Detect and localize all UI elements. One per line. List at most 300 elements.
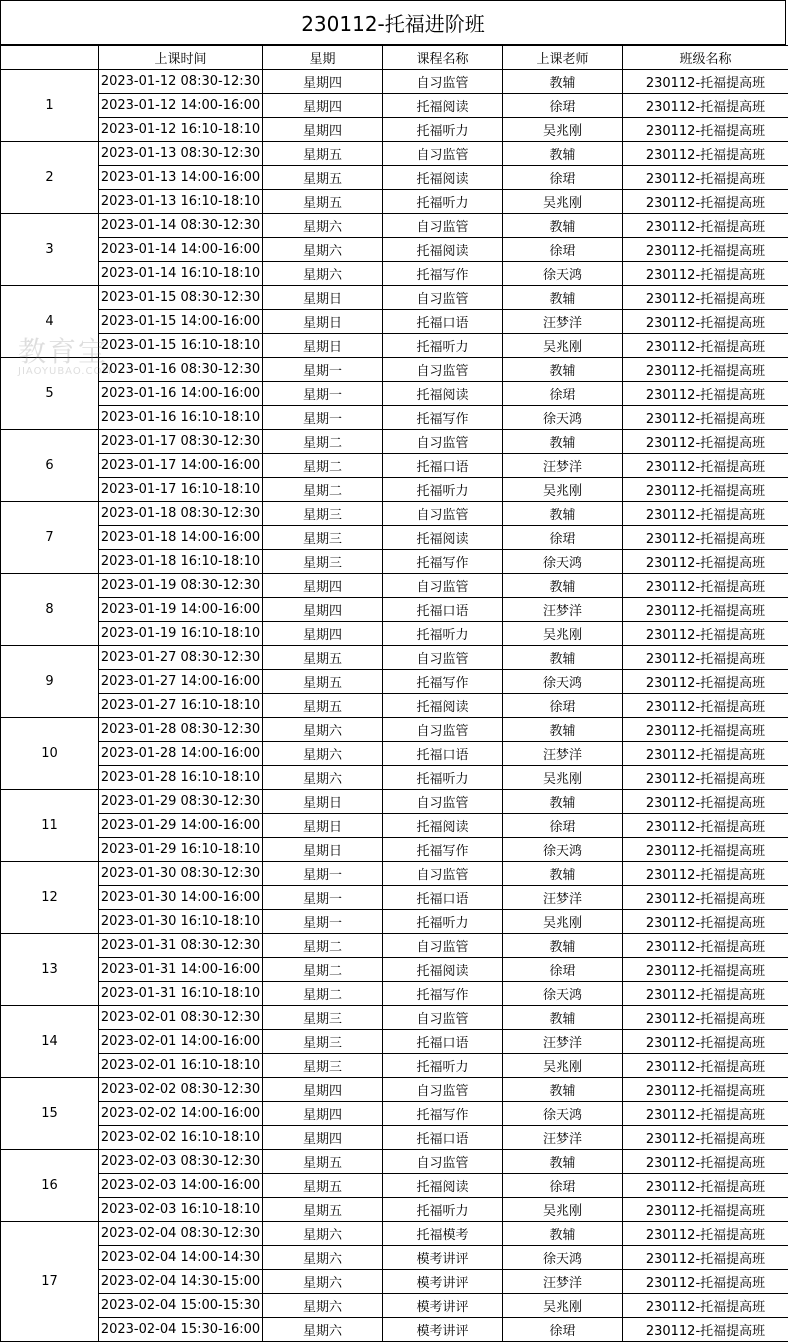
cell-time: 2023-01-14 14:00-16:00 (99, 238, 263, 262)
table-row (1, 1030, 788, 1054)
cell-teacher: 徐天鸿 (503, 670, 623, 694)
cell-class: 230112-托福提高班 (623, 1198, 788, 1222)
cell-class: 230112-托福提高班 (623, 958, 788, 982)
cell-class: 230112-托福提高班 (623, 310, 788, 334)
cell-teacher: 徐珺 (503, 94, 623, 118)
cell-class: 230112-托福提高班 (623, 838, 788, 862)
cell-class: 230112-托福提高班 (623, 358, 788, 382)
cell-course: 托福听力 (383, 1054, 503, 1078)
watermark-logo: 教育宝 (18, 335, 109, 368)
cell-course: 托福听力 (383, 334, 503, 358)
cell-weekday: 星期六 (263, 766, 383, 790)
cell-weekday: 星期四 (263, 1126, 383, 1150)
table-row (1, 430, 788, 454)
cell-weekday: 星期五 (263, 670, 383, 694)
cell-teacher: 徐天鸿 (503, 550, 623, 574)
cell-weekday: 星期六 (263, 1222, 383, 1246)
cell-course: 托福听力 (383, 190, 503, 214)
cell-course: 自习监管 (383, 502, 503, 526)
table-row (1, 454, 788, 478)
cell-time: 2023-02-02 16:10-18:10 (99, 1126, 263, 1150)
cell-course: 自习监管 (383, 214, 503, 238)
cell-course: 托福听力 (383, 910, 503, 934)
table-row (1, 550, 788, 574)
cell-class: 230112-托福提高班 (623, 94, 788, 118)
cell-teacher: 徐珺 (503, 1318, 623, 1342)
table-row (1, 598, 788, 622)
cell-class: 230112-托福提高班 (623, 334, 788, 358)
cell-weekday: 星期二 (263, 982, 383, 1006)
cell-weekday: 星期二 (263, 934, 383, 958)
cell-course: 模考讲评 (383, 1246, 503, 1270)
cell-teacher: 吴兆刚 (503, 1294, 623, 1318)
cell-course: 托福口语 (383, 310, 503, 334)
cell-weekday: 星期五 (263, 1150, 383, 1174)
cell-time: 2023-02-04 14:00-14:30 (99, 1246, 263, 1270)
cell-weekday: 星期三 (263, 1006, 383, 1030)
cell-teacher: 徐天鸿 (503, 1246, 623, 1270)
cell-course: 托福阅读 (383, 238, 503, 262)
cell-course: 托福阅读 (383, 94, 503, 118)
table-row (1, 838, 788, 862)
table-row (1, 1222, 788, 1246)
cell-teacher: 汪梦洋 (503, 742, 623, 766)
cell-teacher: 教辅 (503, 934, 623, 958)
cell-teacher: 汪梦洋 (503, 1030, 623, 1054)
cell-course: 自习监管 (383, 430, 503, 454)
session-number: 17 (1, 1222, 99, 1342)
cell-class: 230112-托福提高班 (623, 742, 788, 766)
table-row (1, 766, 788, 790)
cell-weekday: 星期日 (263, 310, 383, 334)
cell-class: 230112-托福提高班 (623, 982, 788, 1006)
table-row (1, 574, 788, 598)
cell-time: 2023-01-13 08:30-12:30 (99, 142, 263, 166)
cell-course: 托福听力 (383, 478, 503, 502)
table-row (1, 358, 788, 382)
cell-class: 230112-托福提高班 (623, 1222, 788, 1246)
cell-weekday: 星期一 (263, 382, 383, 406)
cell-course: 托福阅读 (383, 694, 503, 718)
cell-class: 230112-托福提高班 (623, 1054, 788, 1078)
session-number: 15 (1, 1078, 99, 1150)
cell-course: 自习监管 (383, 862, 503, 886)
cell-course: 自习监管 (383, 142, 503, 166)
cell-teacher: 吴兆刚 (503, 118, 623, 142)
cell-time: 2023-02-03 14:00-16:00 (99, 1174, 263, 1198)
cell-time: 2023-01-12 14:00-16:00 (99, 94, 263, 118)
table-row (1, 718, 788, 742)
cell-class: 230112-托福提高班 (623, 1270, 788, 1294)
cell-weekday: 星期六 (263, 1270, 383, 1294)
cell-time: 2023-01-19 14:00-16:00 (99, 598, 263, 622)
cell-weekday: 星期三 (263, 502, 383, 526)
cell-teacher: 汪梦洋 (503, 886, 623, 910)
cell-teacher: 教辅 (503, 718, 623, 742)
cell-class: 230112-托福提高班 (623, 550, 788, 574)
session-number: 1 (1, 70, 99, 142)
cell-time: 2023-01-28 16:10-18:10 (99, 766, 263, 790)
cell-course: 托福阅读 (383, 526, 503, 550)
session-number: 10 (1, 718, 99, 790)
cell-teacher: 教辅 (503, 70, 623, 94)
cell-weekday: 星期一 (263, 358, 383, 382)
table-row (1, 742, 788, 766)
cell-teacher: 教辅 (503, 286, 623, 310)
table-row (1, 982, 788, 1006)
table-row (1, 1246, 788, 1270)
table-row (1, 814, 788, 838)
cell-course: 托福听力 (383, 1198, 503, 1222)
cell-class: 230112-托福提高班 (623, 934, 788, 958)
cell-teacher: 教辅 (503, 142, 623, 166)
header-teacher: 上课老师 (503, 46, 623, 70)
cell-teacher: 教辅 (503, 502, 623, 526)
cell-teacher: 徐珺 (503, 958, 623, 982)
cell-teacher: 徐天鸿 (503, 406, 623, 430)
cell-teacher: 吴兆刚 (503, 910, 623, 934)
cell-class: 230112-托福提高班 (623, 454, 788, 478)
cell-weekday: 星期三 (263, 1030, 383, 1054)
cell-course: 托福口语 (383, 1030, 503, 1054)
cell-course: 托福写作 (383, 838, 503, 862)
cell-weekday: 星期三 (263, 526, 383, 550)
cell-course: 自习监管 (383, 286, 503, 310)
cell-teacher: 教辅 (503, 862, 623, 886)
table-row (1, 958, 788, 982)
cell-time: 2023-01-31 16:10-18:10 (99, 982, 263, 1006)
session-number: 12 (1, 862, 99, 934)
cell-weekday: 星期四 (263, 118, 383, 142)
session-number: 11 (1, 790, 99, 862)
table-row (1, 1270, 788, 1294)
cell-teacher: 教辅 (503, 1150, 623, 1174)
cell-course: 模考讲评 (383, 1270, 503, 1294)
cell-course: 托福口语 (383, 598, 503, 622)
session-number: 14 (1, 1006, 99, 1078)
cell-teacher: 教辅 (503, 790, 623, 814)
cell-time: 2023-01-16 16:10-18:10 (99, 406, 263, 430)
table-row (1, 118, 788, 142)
table-row (1, 406, 788, 430)
cell-class: 230112-托福提高班 (623, 1318, 788, 1342)
header-row (1, 46, 788, 70)
cell-class: 230112-托福提高班 (623, 238, 788, 262)
cell-teacher: 徐天鸿 (503, 1102, 623, 1126)
cell-weekday: 星期二 (263, 958, 383, 982)
cell-weekday: 星期二 (263, 454, 383, 478)
table-row (1, 238, 788, 262)
cell-course: 自习监管 (383, 1150, 503, 1174)
table-row (1, 1198, 788, 1222)
cell-course: 托福写作 (383, 550, 503, 574)
table-row (1, 622, 788, 646)
cell-course: 自习监管 (383, 718, 503, 742)
cell-time: 2023-02-02 08:30-12:30 (99, 1078, 263, 1102)
cell-class: 230112-托福提高班 (623, 790, 788, 814)
cell-class: 230112-托福提高班 (623, 70, 788, 94)
cell-class: 230112-托福提高班 (623, 862, 788, 886)
table-row (1, 934, 788, 958)
cell-weekday: 星期二 (263, 478, 383, 502)
cell-class: 230112-托福提高班 (623, 118, 788, 142)
cell-time: 2023-02-03 08:30-12:30 (99, 1150, 263, 1174)
cell-course: 托福写作 (383, 982, 503, 1006)
table-row (1, 190, 788, 214)
session-number: 4 (1, 286, 99, 358)
cell-teacher: 徐珺 (503, 814, 623, 838)
table-row (1, 1318, 788, 1342)
cell-class: 230112-托福提高班 (623, 142, 788, 166)
table-row (1, 886, 788, 910)
table-row (1, 910, 788, 934)
table-row (1, 1174, 788, 1198)
cell-teacher: 教辅 (503, 214, 623, 238)
cell-time: 2023-01-28 14:00-16:00 (99, 742, 263, 766)
table-row (1, 382, 788, 406)
cell-teacher: 吴兆刚 (503, 1198, 623, 1222)
cell-time: 2023-01-30 14:00-16:00 (99, 886, 263, 910)
cell-time: 2023-02-01 14:00-16:00 (99, 1030, 263, 1054)
cell-time: 2023-01-27 16:10-18:10 (99, 694, 263, 718)
table-row (1, 1054, 788, 1078)
cell-time: 2023-01-17 08:30-12:30 (99, 430, 263, 454)
cell-teacher: 徐珺 (503, 694, 623, 718)
cell-class: 230112-托福提高班 (623, 814, 788, 838)
cell-weekday: 星期五 (263, 1198, 383, 1222)
table-row (1, 526, 788, 550)
cell-time: 2023-01-17 14:00-16:00 (99, 454, 263, 478)
cell-class: 230112-托福提高班 (623, 1126, 788, 1150)
cell-weekday: 星期日 (263, 814, 383, 838)
cell-class: 230112-托福提高班 (623, 382, 788, 406)
cell-class: 230112-托福提高班 (623, 502, 788, 526)
cell-course: 模考讲评 (383, 1318, 503, 1342)
cell-course: 自习监管 (383, 1006, 503, 1030)
cell-class: 230112-托福提高班 (623, 478, 788, 502)
session-number: 3 (1, 214, 99, 286)
cell-teacher: 吴兆刚 (503, 622, 623, 646)
cell-time: 2023-01-27 14:00-16:00 (99, 670, 263, 694)
session-number: 8 (1, 574, 99, 646)
table-row (1, 214, 788, 238)
cell-class: 230112-托福提高班 (623, 190, 788, 214)
session-number: 5 (1, 358, 99, 430)
cell-course: 托福写作 (383, 406, 503, 430)
cell-weekday: 星期一 (263, 886, 383, 910)
cell-teacher: 教辅 (503, 574, 623, 598)
cell-class: 230112-托福提高班 (623, 646, 788, 670)
cell-time: 2023-01-29 08:30-12:30 (99, 790, 263, 814)
cell-weekday: 星期六 (263, 1294, 383, 1318)
cell-teacher: 吴兆刚 (503, 190, 623, 214)
cell-course: 托福口语 (383, 742, 503, 766)
cell-teacher: 汪梦洋 (503, 1270, 623, 1294)
cell-weekday: 星期四 (263, 1078, 383, 1102)
cell-class: 230112-托福提高班 (623, 670, 788, 694)
cell-time: 2023-01-30 08:30-12:30 (99, 862, 263, 886)
header-weekday: 星期 (263, 46, 383, 70)
cell-time: 2023-01-19 08:30-12:30 (99, 574, 263, 598)
table-row (1, 502, 788, 526)
cell-course: 托福阅读 (383, 814, 503, 838)
cell-weekday: 星期四 (263, 94, 383, 118)
cell-course: 托福写作 (383, 670, 503, 694)
cell-course: 托福听力 (383, 118, 503, 142)
cell-time: 2023-01-30 16:10-18:10 (99, 910, 263, 934)
cell-time: 2023-01-14 08:30-12:30 (99, 214, 263, 238)
cell-class: 230112-托福提高班 (623, 1246, 788, 1270)
cell-class: 230112-托福提高班 (623, 166, 788, 190)
cell-course: 自习监管 (383, 646, 503, 670)
cell-teacher: 汪梦洋 (503, 598, 623, 622)
cell-time: 2023-02-04 14:30-15:00 (99, 1270, 263, 1294)
cell-weekday: 星期三 (263, 550, 383, 574)
cell-teacher: 教辅 (503, 1006, 623, 1030)
cell-weekday: 星期日 (263, 334, 383, 358)
cell-teacher: 吴兆刚 (503, 334, 623, 358)
cell-time: 2023-01-27 08:30-12:30 (99, 646, 263, 670)
cell-teacher: 徐珺 (503, 382, 623, 406)
cell-teacher: 汪梦洋 (503, 310, 623, 334)
cell-weekday: 星期四 (263, 622, 383, 646)
table-row (1, 334, 788, 358)
cell-course: 自习监管 (383, 70, 503, 94)
cell-class: 230112-托福提高班 (623, 526, 788, 550)
cell-time: 2023-01-28 08:30-12:30 (99, 718, 263, 742)
cell-weekday: 星期六 (263, 718, 383, 742)
cell-class: 230112-托福提高班 (623, 214, 788, 238)
cell-weekday: 星期四 (263, 574, 383, 598)
cell-course: 自习监管 (383, 358, 503, 382)
cell-time: 2023-02-01 16:10-18:10 (99, 1054, 263, 1078)
cell-time: 2023-01-12 08:30-12:30 (99, 70, 263, 94)
cell-weekday: 星期五 (263, 646, 383, 670)
cell-course: 模考讲评 (383, 1294, 503, 1318)
header-time: 上课时间 (99, 46, 263, 70)
schedule-table (0, 45, 788, 1342)
cell-class: 230112-托福提高班 (623, 766, 788, 790)
cell-teacher: 徐珺 (503, 1174, 623, 1198)
cell-time: 2023-02-04 15:00-15:30 (99, 1294, 263, 1318)
cell-course: 托福口语 (383, 454, 503, 478)
cell-class: 230112-托福提高班 (623, 1030, 788, 1054)
cell-time: 2023-01-17 16:10-18:10 (99, 478, 263, 502)
cell-class: 230112-托福提高班 (623, 886, 788, 910)
table-row (1, 790, 788, 814)
cell-weekday: 星期四 (263, 70, 383, 94)
cell-teacher: 教辅 (503, 646, 623, 670)
cell-class: 230112-托福提高班 (623, 1174, 788, 1198)
cell-time: 2023-01-18 14:00-16:00 (99, 526, 263, 550)
watermark-text: JIAOYUBAO.COM (18, 366, 112, 377)
cell-time: 2023-01-14 16:10-18:10 (99, 262, 263, 286)
cell-class: 230112-托福提高班 (623, 598, 788, 622)
cell-weekday: 星期一 (263, 862, 383, 886)
cell-weekday: 星期五 (263, 190, 383, 214)
schedule-body (1, 46, 788, 1342)
cell-time: 2023-01-31 14:00-16:00 (99, 958, 263, 982)
cell-time: 2023-01-18 08:30-12:30 (99, 502, 263, 526)
cell-weekday: 星期三 (263, 1054, 383, 1078)
cell-class: 230112-托福提高班 (623, 1102, 788, 1126)
cell-course: 自习监管 (383, 1078, 503, 1102)
page-title: 230112-托福进阶班 (0, 0, 786, 45)
cell-teacher: 吴兆刚 (503, 1054, 623, 1078)
cell-time: 2023-01-16 08:30-12:30 (99, 358, 263, 382)
cell-class: 230112-托福提高班 (623, 694, 788, 718)
table-row (1, 142, 788, 166)
cell-course: 托福写作 (383, 262, 503, 286)
session-number: 6 (1, 430, 99, 502)
cell-weekday: 星期六 (263, 742, 383, 766)
session-number: 9 (1, 646, 99, 718)
cell-course: 托福模考 (383, 1222, 503, 1246)
cell-weekday: 星期五 (263, 1174, 383, 1198)
table-row (1, 1126, 788, 1150)
table-row (1, 694, 788, 718)
cell-class: 230112-托福提高班 (623, 430, 788, 454)
cell-weekday: 星期日 (263, 790, 383, 814)
cell-weekday: 星期四 (263, 598, 383, 622)
cell-weekday: 星期五 (263, 166, 383, 190)
cell-weekday: 星期一 (263, 910, 383, 934)
table-row (1, 646, 788, 670)
table-row (1, 862, 788, 886)
table-row (1, 1006, 788, 1030)
cell-time: 2023-01-12 16:10-18:10 (99, 118, 263, 142)
cell-weekday: 星期六 (263, 1318, 383, 1342)
cell-time: 2023-02-04 08:30-12:30 (99, 1222, 263, 1246)
cell-weekday: 星期六 (263, 1246, 383, 1270)
cell-course: 托福听力 (383, 766, 503, 790)
cell-time: 2023-01-31 08:30-12:30 (99, 934, 263, 958)
cell-weekday: 星期五 (263, 142, 383, 166)
cell-class: 230112-托福提高班 (623, 1150, 788, 1174)
cell-weekday: 星期六 (263, 262, 383, 286)
cell-teacher: 徐珺 (503, 238, 623, 262)
cell-teacher: 教辅 (503, 358, 623, 382)
table-row (1, 1102, 788, 1126)
header-course: 课程名称 (383, 46, 503, 70)
cell-time: 2023-01-16 14:00-16:00 (99, 382, 263, 406)
header-class: 班级名称 (623, 46, 788, 70)
cell-weekday: 星期日 (263, 838, 383, 862)
cell-course: 托福口语 (383, 1126, 503, 1150)
cell-teacher: 徐天鸿 (503, 262, 623, 286)
cell-class: 230112-托福提高班 (623, 574, 788, 598)
cell-course: 托福阅读 (383, 958, 503, 982)
cell-weekday: 星期日 (263, 286, 383, 310)
cell-time: 2023-01-13 14:00-16:00 (99, 166, 263, 190)
cell-class: 230112-托福提高班 (623, 622, 788, 646)
cell-weekday: 星期五 (263, 694, 383, 718)
cell-time: 2023-02-02 14:00-16:00 (99, 1102, 263, 1126)
cell-time: 2023-01-29 14:00-16:00 (99, 814, 263, 838)
cell-class: 230112-托福提高班 (623, 1294, 788, 1318)
cell-teacher: 教辅 (503, 1222, 623, 1246)
cell-teacher: 汪梦洋 (503, 454, 623, 478)
cell-weekday: 星期六 (263, 238, 383, 262)
cell-course: 托福阅读 (383, 382, 503, 406)
cell-teacher: 教辅 (503, 430, 623, 454)
table-row (1, 478, 788, 502)
cell-teacher: 徐珺 (503, 526, 623, 550)
cell-class: 230112-托福提高班 (623, 286, 788, 310)
table-row (1, 1150, 788, 1174)
cell-teacher: 吴兆刚 (503, 478, 623, 502)
cell-class: 230112-托福提高班 (623, 1006, 788, 1030)
